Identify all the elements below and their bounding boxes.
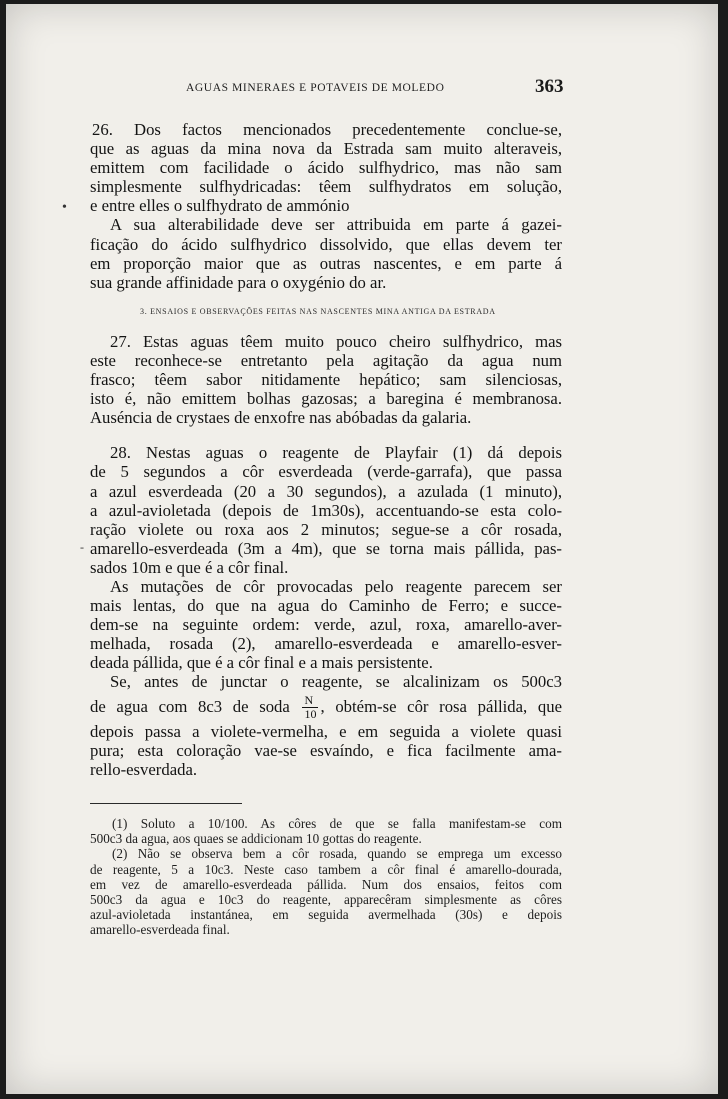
footnote-line-1: (1) Soluto a 10/100. As côres de que se falla manifestam-se com xyxy=(112,816,562,831)
footnote-line-8: amarello-esverdeada final. xyxy=(90,922,230,938)
p29-line-1: As mutações de côr provocadas pelo reagente parecem ser xyxy=(110,576,562,596)
running-head xyxy=(0,78,728,100)
footnote-line-2: 500c3 da agua, aos quaes se addicionam 10 gottas do reagente. xyxy=(90,831,422,847)
p30-line-1: Se, antes de junctar o reagente, se alcalinizam os 500c3 xyxy=(110,672,562,692)
p26-line-6: A sua alterabilidade deve ser attribuida em parte á gazei- xyxy=(110,215,562,235)
fraction-denominator: 10 xyxy=(304,707,317,722)
margin-dash-mark: - xyxy=(80,540,84,554)
footnote-line-5: em vez de amarello-esverdeada pállida. Num dos ensaios, feitos com xyxy=(90,876,562,892)
p26-line-2: que as aguas da mina nova da Estrada sam muito alteraveis, xyxy=(90,139,562,159)
p28-line-2: de 5 segundos a côr esverdeada (verde-garrafa), que passa xyxy=(90,462,562,482)
fraction-n-over-10 xyxy=(302,694,318,721)
p27-line-5: Auséncia de crystaes de enxofre nas abóbadas da galaria. xyxy=(90,408,472,428)
p28-line-3: a azul esverdeada (20 a 30 segundos), a azulada (1 minuto), xyxy=(90,481,562,501)
footnote-line-3: (2) Não se observa bem a côr rosada, quando se emprega um excesso xyxy=(112,846,562,862)
p26-line-8: em proporção maior que as outras nascentes, e em parte á xyxy=(90,253,562,273)
p30-line-2-after: , obtém-se côr rosa pállida, que xyxy=(320,696,562,716)
p30-line-5: rello-esverdada. xyxy=(90,759,198,779)
page-number: 363 xyxy=(535,76,564,97)
p27-line-2: este reconhece-se entretanto pela agitação da agua num xyxy=(90,350,562,370)
p28-line-7: sados 10m e que é a côr final. xyxy=(90,557,289,577)
margin-bullet-mark: • xyxy=(62,200,67,215)
p26-line-9: sua grande affinidade para o oxygénio do ar. xyxy=(90,272,387,292)
footnote-rule xyxy=(90,803,242,804)
p26-line-1: 26. Dos factos mencionados precedentemente conclue-se, xyxy=(92,120,562,139)
running-title: AGUAS MINERAES E POTAVEIS DE MOLEDO xyxy=(186,82,445,94)
p30-line-2 xyxy=(90,692,562,722)
p27-line-4: isto é, não emittem bolhas gazosas; a baregina é membranosa. xyxy=(90,389,562,409)
p30-line-4: pura; esta coloração vae-se esvaíndo, e fica facilmente ama- xyxy=(90,740,562,760)
p30-line-2-before: de agua com 8c3 de soda xyxy=(90,696,290,716)
p28-line-4: a azul-avioletada (depois de 1m30s), accentuando-se esta colo- xyxy=(90,500,562,520)
p28-line-6: amarello-esverdeada (3m a 4m), que se torna mais pállida, pas- xyxy=(90,538,562,558)
footnotes xyxy=(90,816,562,938)
p29-line-4: melhada, rosada (2), amarello-esverdeada e amarello-esver- xyxy=(90,634,562,654)
footnote-line-7: azul-avioletada instantánea, em seguida avermelhada (30s) e depois xyxy=(90,907,562,923)
p26-line-5: e entre elles o sulfhydrato de ammónio xyxy=(90,196,350,216)
p27-line-1: 27. Estas aguas têem muito pouco cheiro sulfhydrico, mas xyxy=(110,331,562,351)
p26-line-4: simplesmente sulfhydricadas: têem sulfhydratos em solução, xyxy=(90,177,562,197)
p29-line-3: dem-se na seguinte ordem: verde, azul, roxa, amarello-aver- xyxy=(90,615,562,635)
p28-line-1: 28. Nestas aguas o reagente de Playfair (1) dá depois xyxy=(110,443,562,463)
p30-line-3: depois passa a violete-vermelha, e em seguida a violete quasi xyxy=(90,721,562,741)
p27-line-3: frasco; têem sabor nitidamente hepático; sam silenciosas, xyxy=(90,370,562,390)
p26-line-3: emittem com facilidade o ácido sulfhydrico, mas não sam xyxy=(90,158,562,178)
footnote-line-4: de reagente, 5 a 10c3. Neste caso tambem a côr final é amarello-dourada, xyxy=(90,861,562,877)
p28-line-5: ração violete ou roxa aos 2 minutos; segue-se a côr rosada, xyxy=(90,519,562,539)
fraction-numerator: N xyxy=(302,694,318,708)
footnote-line-6: 500c3 da agua e 10c3 do reagente, apparecêram simplesmente as côres xyxy=(90,891,562,907)
section-heading: 3. ENSAIOS E OBSERVAÇÕES FEITAS NAS NASCENTES MINA ANTIGA DA ESTRADA xyxy=(140,306,496,316)
p29-line-2: mais lentas, do que na agua do Caminho de Ferro; e succe- xyxy=(90,596,562,616)
p26-line-7: ficação do ácido sulfhydrico dissolvido, que ellas devem ter xyxy=(90,234,562,254)
main-text xyxy=(90,120,562,779)
p29-line-5: deada pállida, que é a côr final e a mais persistente. xyxy=(90,653,433,673)
